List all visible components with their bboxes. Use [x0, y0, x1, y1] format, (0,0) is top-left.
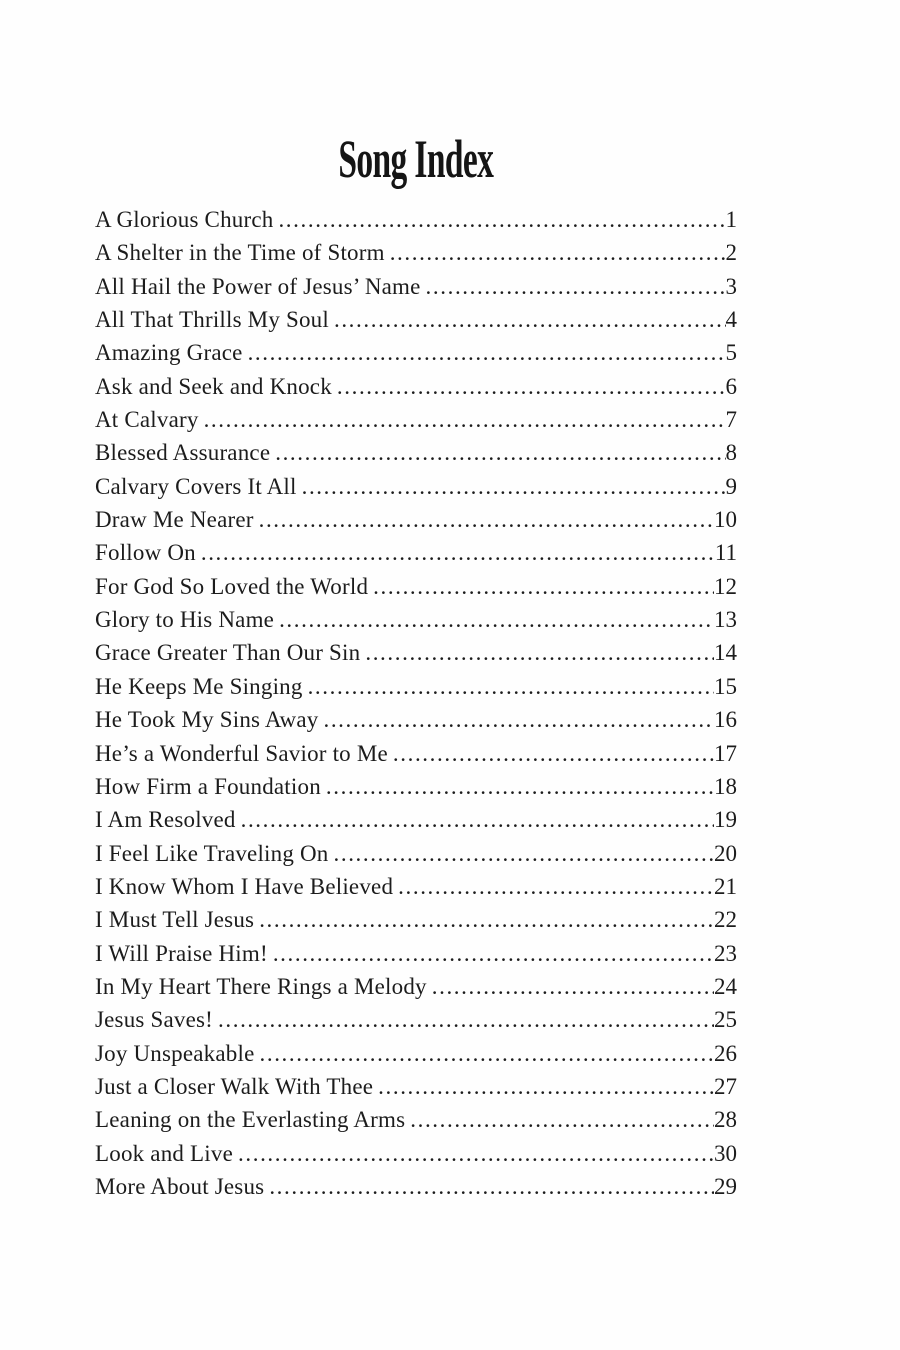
dot-leader	[275, 440, 725, 466]
song-title: How Firm a Foundation	[95, 773, 321, 799]
song-title: Look and Live	[95, 1140, 234, 1166]
dot-leader	[393, 741, 714, 767]
index-entry	[95, 1174, 737, 1207]
dot-leader	[302, 474, 726, 500]
song-title: A Shelter in the Time of Storm	[95, 240, 385, 266]
dot-leader	[373, 574, 714, 600]
song-title: Blessed Assurance	[95, 440, 271, 466]
index-entry	[95, 274, 737, 307]
dot-leader	[365, 640, 714, 666]
index-entry	[95, 340, 737, 373]
page-number: 10	[714, 507, 737, 533]
song-title: All That Thrills My Soul	[95, 307, 329, 333]
dot-leader	[259, 507, 714, 533]
dot-leader	[334, 307, 726, 333]
page-number: 29	[714, 1173, 737, 1199]
dot-leader	[432, 974, 714, 1000]
index-entry	[95, 674, 737, 707]
page-number: 16	[714, 707, 737, 733]
dot-leader	[218, 1007, 714, 1033]
dot-leader	[238, 1141, 714, 1167]
index-entry	[95, 874, 737, 907]
page-number: 6	[725, 373, 737, 399]
song-title: At Calvary	[95, 407, 199, 433]
song-title: More About Jesus	[95, 1173, 265, 1199]
song-title: In My Heart There Rings a Melody	[95, 973, 427, 999]
page-number: 19	[714, 807, 737, 833]
index-entry	[95, 607, 737, 640]
dot-leader	[259, 907, 714, 933]
dot-leader	[323, 707, 714, 733]
dot-leader	[378, 1074, 714, 1100]
dot-leader	[326, 774, 714, 800]
index-entry	[95, 407, 737, 440]
page-number: 8	[725, 440, 737, 466]
index-entry	[95, 741, 737, 774]
song-title: Draw Me Nearer	[95, 507, 254, 533]
index-entry	[95, 1107, 737, 1140]
song-title: I Feel Like Traveling On	[95, 840, 329, 866]
index-entry	[95, 640, 737, 673]
page-number: 25	[714, 1007, 737, 1033]
song-title: Glory to His Name	[95, 607, 275, 633]
page-number: 22	[714, 907, 737, 933]
dot-leader	[334, 841, 715, 867]
song-title: Follow On	[95, 540, 196, 566]
song-title: Calvary Covers It All	[95, 473, 297, 499]
song-title: Joy Unspeakable	[95, 1040, 255, 1066]
page-number: 9	[725, 473, 737, 499]
dot-leader	[398, 874, 714, 900]
page-number: 3	[725, 273, 737, 299]
song-title: Amazing Grace	[95, 340, 243, 366]
dot-leader	[241, 807, 714, 833]
page-number: 14	[714, 640, 737, 666]
page-title: Song Index	[338, 129, 494, 189]
song-title: Just a Closer Walk With Thee	[95, 1073, 374, 1099]
index-entry	[95, 707, 737, 740]
page-title-container	[95, 128, 737, 190]
dot-leader	[390, 240, 726, 266]
page-number: 7	[725, 407, 737, 433]
song-title: I Know Whom I Have Believed	[95, 873, 394, 899]
page-number: 26	[714, 1040, 737, 1066]
index-entry	[95, 374, 737, 407]
index-entry	[95, 307, 737, 340]
page-number: 5	[725, 340, 737, 366]
index-entry	[95, 240, 737, 273]
dot-leader	[279, 607, 714, 633]
index-entry	[95, 1007, 737, 1040]
page-number: 23	[714, 940, 737, 966]
index-entry	[95, 774, 737, 807]
song-title: For God So Loved the World	[95, 573, 369, 599]
page-number: 12	[714, 573, 737, 599]
page-number: 17	[714, 740, 737, 766]
index-entry	[95, 540, 737, 573]
song-title: Jesus Saves!	[95, 1007, 214, 1033]
dot-leader	[337, 374, 726, 400]
song-title: He’s a Wonderful Savior to Me	[95, 740, 388, 766]
index-entry	[95, 207, 737, 240]
page-number: 21	[714, 873, 737, 899]
index-entry	[95, 974, 737, 1007]
index-entry	[95, 1141, 737, 1174]
index-entry	[95, 1074, 737, 1107]
dot-leader	[260, 1041, 715, 1067]
dot-leader	[273, 941, 714, 967]
index-entry	[95, 941, 737, 974]
dot-leader	[248, 340, 726, 366]
page-number: 20	[714, 840, 737, 866]
page-number: 18	[714, 773, 737, 799]
dot-leader	[426, 274, 726, 300]
dot-leader	[278, 207, 725, 233]
song-title: A Glorious Church	[95, 207, 274, 232]
index-entry	[95, 807, 737, 840]
page-number: 13	[714, 607, 737, 633]
index-entry	[95, 440, 737, 473]
song-title: Ask and Seek and Knock	[95, 373, 332, 399]
page-number: 4	[725, 307, 737, 333]
page-number: 24	[714, 973, 737, 999]
dot-leader	[201, 540, 715, 566]
dot-leader	[308, 674, 714, 700]
dot-leader	[204, 407, 726, 433]
song-title: Leaning on the Everlasting Arms	[95, 1107, 406, 1133]
song-title: All Hail the Power of Jesus’ Name	[95, 273, 421, 299]
page-number: 27	[714, 1073, 737, 1099]
song-index-list	[95, 207, 737, 1207]
song-title: I Am Resolved	[95, 807, 236, 833]
page-number: 1	[725, 207, 737, 232]
index-entry	[95, 507, 737, 540]
index-entry	[95, 574, 737, 607]
song-title: Grace Greater Than Our Sin	[95, 640, 361, 666]
page-number: 15	[714, 673, 737, 699]
index-entry	[95, 907, 737, 940]
index-entry	[95, 1041, 737, 1074]
dot-leader	[269, 1174, 714, 1200]
page-number: 30	[714, 1140, 737, 1166]
page-number: 28	[714, 1107, 737, 1133]
song-title: I Must Tell Jesus	[95, 907, 255, 933]
index-entry	[95, 474, 737, 507]
song-title: I Will Praise Him!	[95, 940, 268, 966]
song-title: He Took My Sins Away	[95, 707, 319, 733]
index-entry	[95, 841, 737, 874]
page-number: 11	[714, 540, 737, 566]
song-title: He Keeps Me Singing	[95, 673, 303, 699]
page-number: 2	[725, 240, 737, 266]
dot-leader	[410, 1107, 714, 1133]
